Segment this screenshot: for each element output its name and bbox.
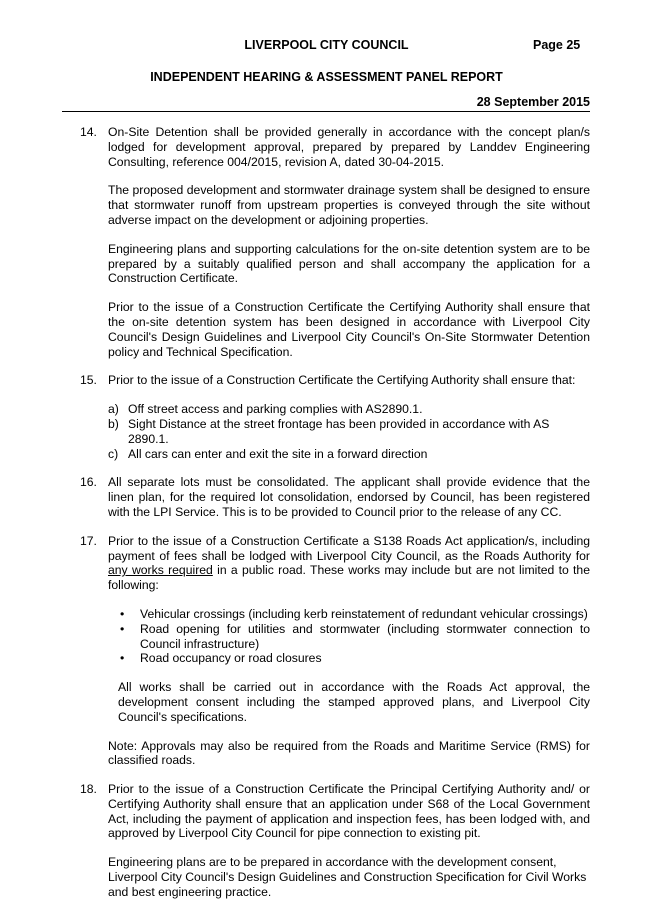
paragraph: The proposed development and stormwater drainage system shall be designed to ensure that stormwater runoff from upstream properties is conveyed through the site without adverse impact on the development or adjoining properties. <box>108 183 590 227</box>
list-label: b) <box>108 416 119 431</box>
condition-18 <box>80 782 590 900</box>
paragraph: All works shall be carried out in accordance with the Roads Act approval, the development consent including the stamped approved plans, and Liverpool City Council's specifications. <box>118 680 590 724</box>
paragraph: Prior to the issue of a Construction Certificate the Certifying Authority shall ensure that: <box>108 373 576 388</box>
condition-number: 17. <box>80 533 97 548</box>
header-divider <box>62 111 590 112</box>
works-list <box>108 607 590 666</box>
list-label: c) <box>108 446 119 461</box>
bullet-icon: • <box>120 651 125 666</box>
bullet-text: Road opening for utilities and stormwater (including stormwater connection to Council infrastructure) <box>140 621 590 651</box>
paragraph: Prior to the issue of a Construction Certificate the Certifying Authority shall ensure that the on-site detention system has been designed in accordance with Liverpool City Council's Design Guidelines and Liverpool City Council's On-Site Stormwater Detention policy and Technical Specification. <box>108 300 590 359</box>
bullet-icon: • <box>120 606 125 621</box>
condition-number: 16. <box>80 475 97 490</box>
intro-text: Prior to the issue of a Construction Certificate a S138 Roads Act application/s, including payment of fees shall be lodged with Liverpool City Council, as the Roads Authority for <box>108 533 590 563</box>
condition-number: 14. <box>80 125 97 139</box>
paragraph: On-Site Detention shall be provided generally in accordance with the concept plan/s lodged for development approval, prepared by prepared by Landdev Engineering Consulting, reference 004/2015, revision A, dated 30-04-2015. <box>108 125 590 169</box>
bullet-item <box>108 622 590 652</box>
paragraph: All separate lots must be consolidated. The applicant shall provide evidence that the linen plan, for the required lot consolidation, endorsed by Council, has been registered with the LPI Service. This is to be provided to Council prior to the release of any CC. <box>108 475 590 519</box>
paragraph: Engineering plans and supporting calculations for the on-site detention system are to be prepared by a suitably qualified person and shall accompany the application for a Construction Certificate. <box>108 241 590 286</box>
underlined-text: any works required <box>108 563 213 578</box>
note: Note: Approvals may also be required from the Roads and Maritime Service (RMS) for classified roads. <box>108 738 590 768</box>
paragraph <box>108 534 590 593</box>
list-label: a) <box>108 402 119 417</box>
list-text: All cars can enter and exit the site in a forward direction <box>128 446 428 461</box>
paragraph: Prior to the issue of a Construction Certificate the Principal Certifying Authority and/ or Certifying Authority shall ensure that an application under S68 of the Local Government Act, including the payment of application and inspection fees, has been lodged with, and approved by Liverpool City Council for pipe connection to existing pit. <box>108 782 590 841</box>
condition-15 <box>80 373 590 461</box>
condition-16 <box>80 475 590 519</box>
requirement-list <box>108 402 590 461</box>
condition-17 <box>80 534 590 768</box>
condition-number: 18. <box>80 782 97 797</box>
list-item <box>108 447 590 462</box>
bullet-text: Vehicular crossings (including kerb reinstatement of redundant vehicular crossings) <box>140 606 588 621</box>
paragraph: Engineering plans are to be prepared in accordance with the development consent, Liverpool City Council's Design Guidelines and Construction Specification for Civil Works and best engineering practice. <box>108 855 587 899</box>
document-body <box>80 125 590 914</box>
intro-text: in a public road. These works may include but are not limited to the following: <box>108 563 590 593</box>
bullet-item <box>108 607 590 622</box>
list-item <box>108 417 590 447</box>
report-title: INDEPENDENT HEARING & ASSESSMENT PANEL REPORT <box>150 70 503 84</box>
list-text: Off street access and parking complies with AS2890.1. <box>128 402 423 417</box>
bullet-item <box>108 651 590 666</box>
condition-14 <box>80 125 590 359</box>
bullet-text: Road occupancy or road closures <box>140 651 322 666</box>
condition-number: 15. <box>80 373 97 388</box>
bullet-icon: • <box>120 621 125 636</box>
council-name: LIVERPOOL CITY COUNCIL <box>244 38 409 52</box>
list-item <box>108 402 590 417</box>
report-date: 28 September 2015 <box>476 95 590 109</box>
list-text: Sight Distance at the street frontage has been provided in accordance with AS 2890.1. <box>128 416 550 446</box>
page-number: Page 25 <box>533 38 581 52</box>
